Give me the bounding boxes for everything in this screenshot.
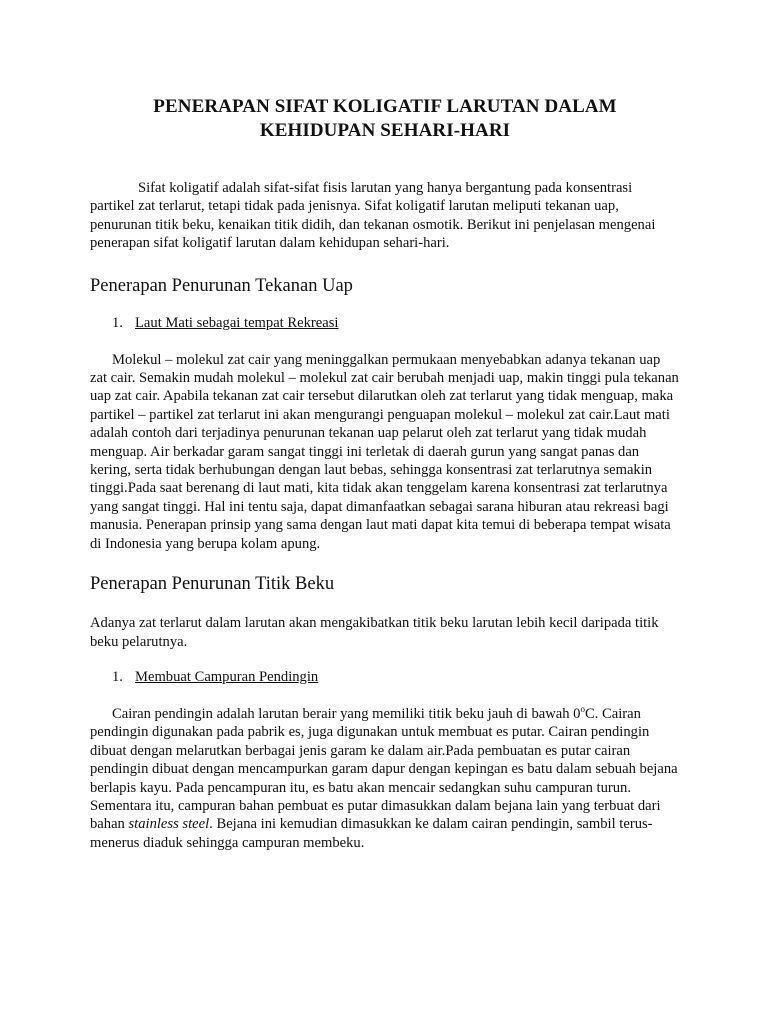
title-line-1: PENERAPAN SIFAT KOLIGATIF LARUTAN DALAM	[153, 96, 617, 117]
list-number: 1.	[112, 314, 123, 331]
degree-superscript: o	[580, 704, 585, 715]
title-line-2: KEHIDUPAN SEHARI-HARI	[259, 120, 511, 141]
list-item-label: Laut Mati sebagai tempat Rekreasi	[135, 314, 339, 331]
dead-sea-paragraph: Molekul – molekul zat cair yang meninggalkan permukaan menyebabkan adanya tekanan uap zat cair. Semakin mudah molekul – molekul zat cair berubah menjadi uap, makin tinggi pula tekanan uap zat cair. Apabila tekanan zat cair tersebut dilarutkan oleh zat terlarut yang tidak menguap, maka partikel – partikel zat terlarut ini akan mengurangi penguapan molekul – molekul zat cair.Laut mati adalah contoh dari terjadinya penurunan tekanan uap pelarut oleh zat terlarut yang tidak mudah menguap. Air berkadar garam sangat tinggi ini terletak di daerah gurun yang sangat panas dan kering, serta tidak berhubungan dengan laut bebas, sehingga konsentrasi zat terlarutnya semakin tinggi.Pada saat berenang di laut mati, kita tidak akan tenggelam karena konsentrasi zat terlarutnya yang sangat tinggi. Hal ini tentu saja, dapat dimanfaatkan sebagai sarana hiburan atau rekreasi bagi manusia. Penerapan prinsip yang sama dengan laut mati dapat kita temui di beberapa tempat wisata di Indonesia yang berupa kolam apung.	[90, 351, 679, 552]
list-item-coolant	[112, 668, 680, 686]
document-title	[90, 95, 680, 143]
section-heading-vapor-pressure: Penerapan Penurunan Tekanan Uap	[90, 275, 353, 296]
list-item-label: Membuat Campuran Pendingin	[135, 668, 319, 685]
section-heading-freezing-point: Penerapan Penurunan Titik Beku	[90, 574, 335, 595]
list-item-dead-sea	[112, 314, 680, 332]
coolant-italic-term: stainless steel	[128, 816, 210, 833]
list-number: 1.	[112, 668, 123, 685]
coolant-text-part-1: Cairan pendingin adalah larutan berair yang memiliki titik beku jauh di bawah 0	[112, 705, 581, 722]
intro-paragraph: Sifat koligatif adalah sifat-sifat fisis larutan yang hanya bergantung pada konsentrasi partikel zat terlarut, tetapi tidak pada jenisnya. Sifat koligatif larutan meliputi tekanan uap, penurunan titik beku, kenaikan titik didih, dan tekanan osmotik. Berikut ini penjelasan mengenai penerapan sifat koligatif larutan dalam kehidupan sehari-hari.	[90, 180, 656, 252]
freezing-point-intro: Adanya zat terlarut dalam larutan akan mengakibatkan titik beku larutan lebih kecil daripada titik beku pelarutnya.	[90, 615, 659, 650]
coolant-text-part-2: C. Cairan pendingin digunakan pada pabrik es, juga digunakan untuk membuat es putar. Cairan pendingin dibuat dengan melarutkan berbagai jenis garam ke dalam air.Pada pembuatan es putar cairan pendingin dibuat dengan mencampurkan garam dapur dengan kepingan es batu dalam sebuah bejana berlapis kayu. Pada pencampuran itu, es batu akan mencair sedangkan suhu campuran turun. Sementara itu, campuran bahan pembuat es putar dimasukkan dalam bejana lain yang terbuat dari bahan	[90, 705, 678, 833]
coolant-paragraph	[90, 705, 680, 852]
document-body	[90, 95, 680, 852]
coolant-text-part-3: . Bejana ini kemudian dimasukkan ke dalam cairan pendingin, sambil terus-menerus diaduk sehingga campuran membeku.	[90, 816, 653, 851]
